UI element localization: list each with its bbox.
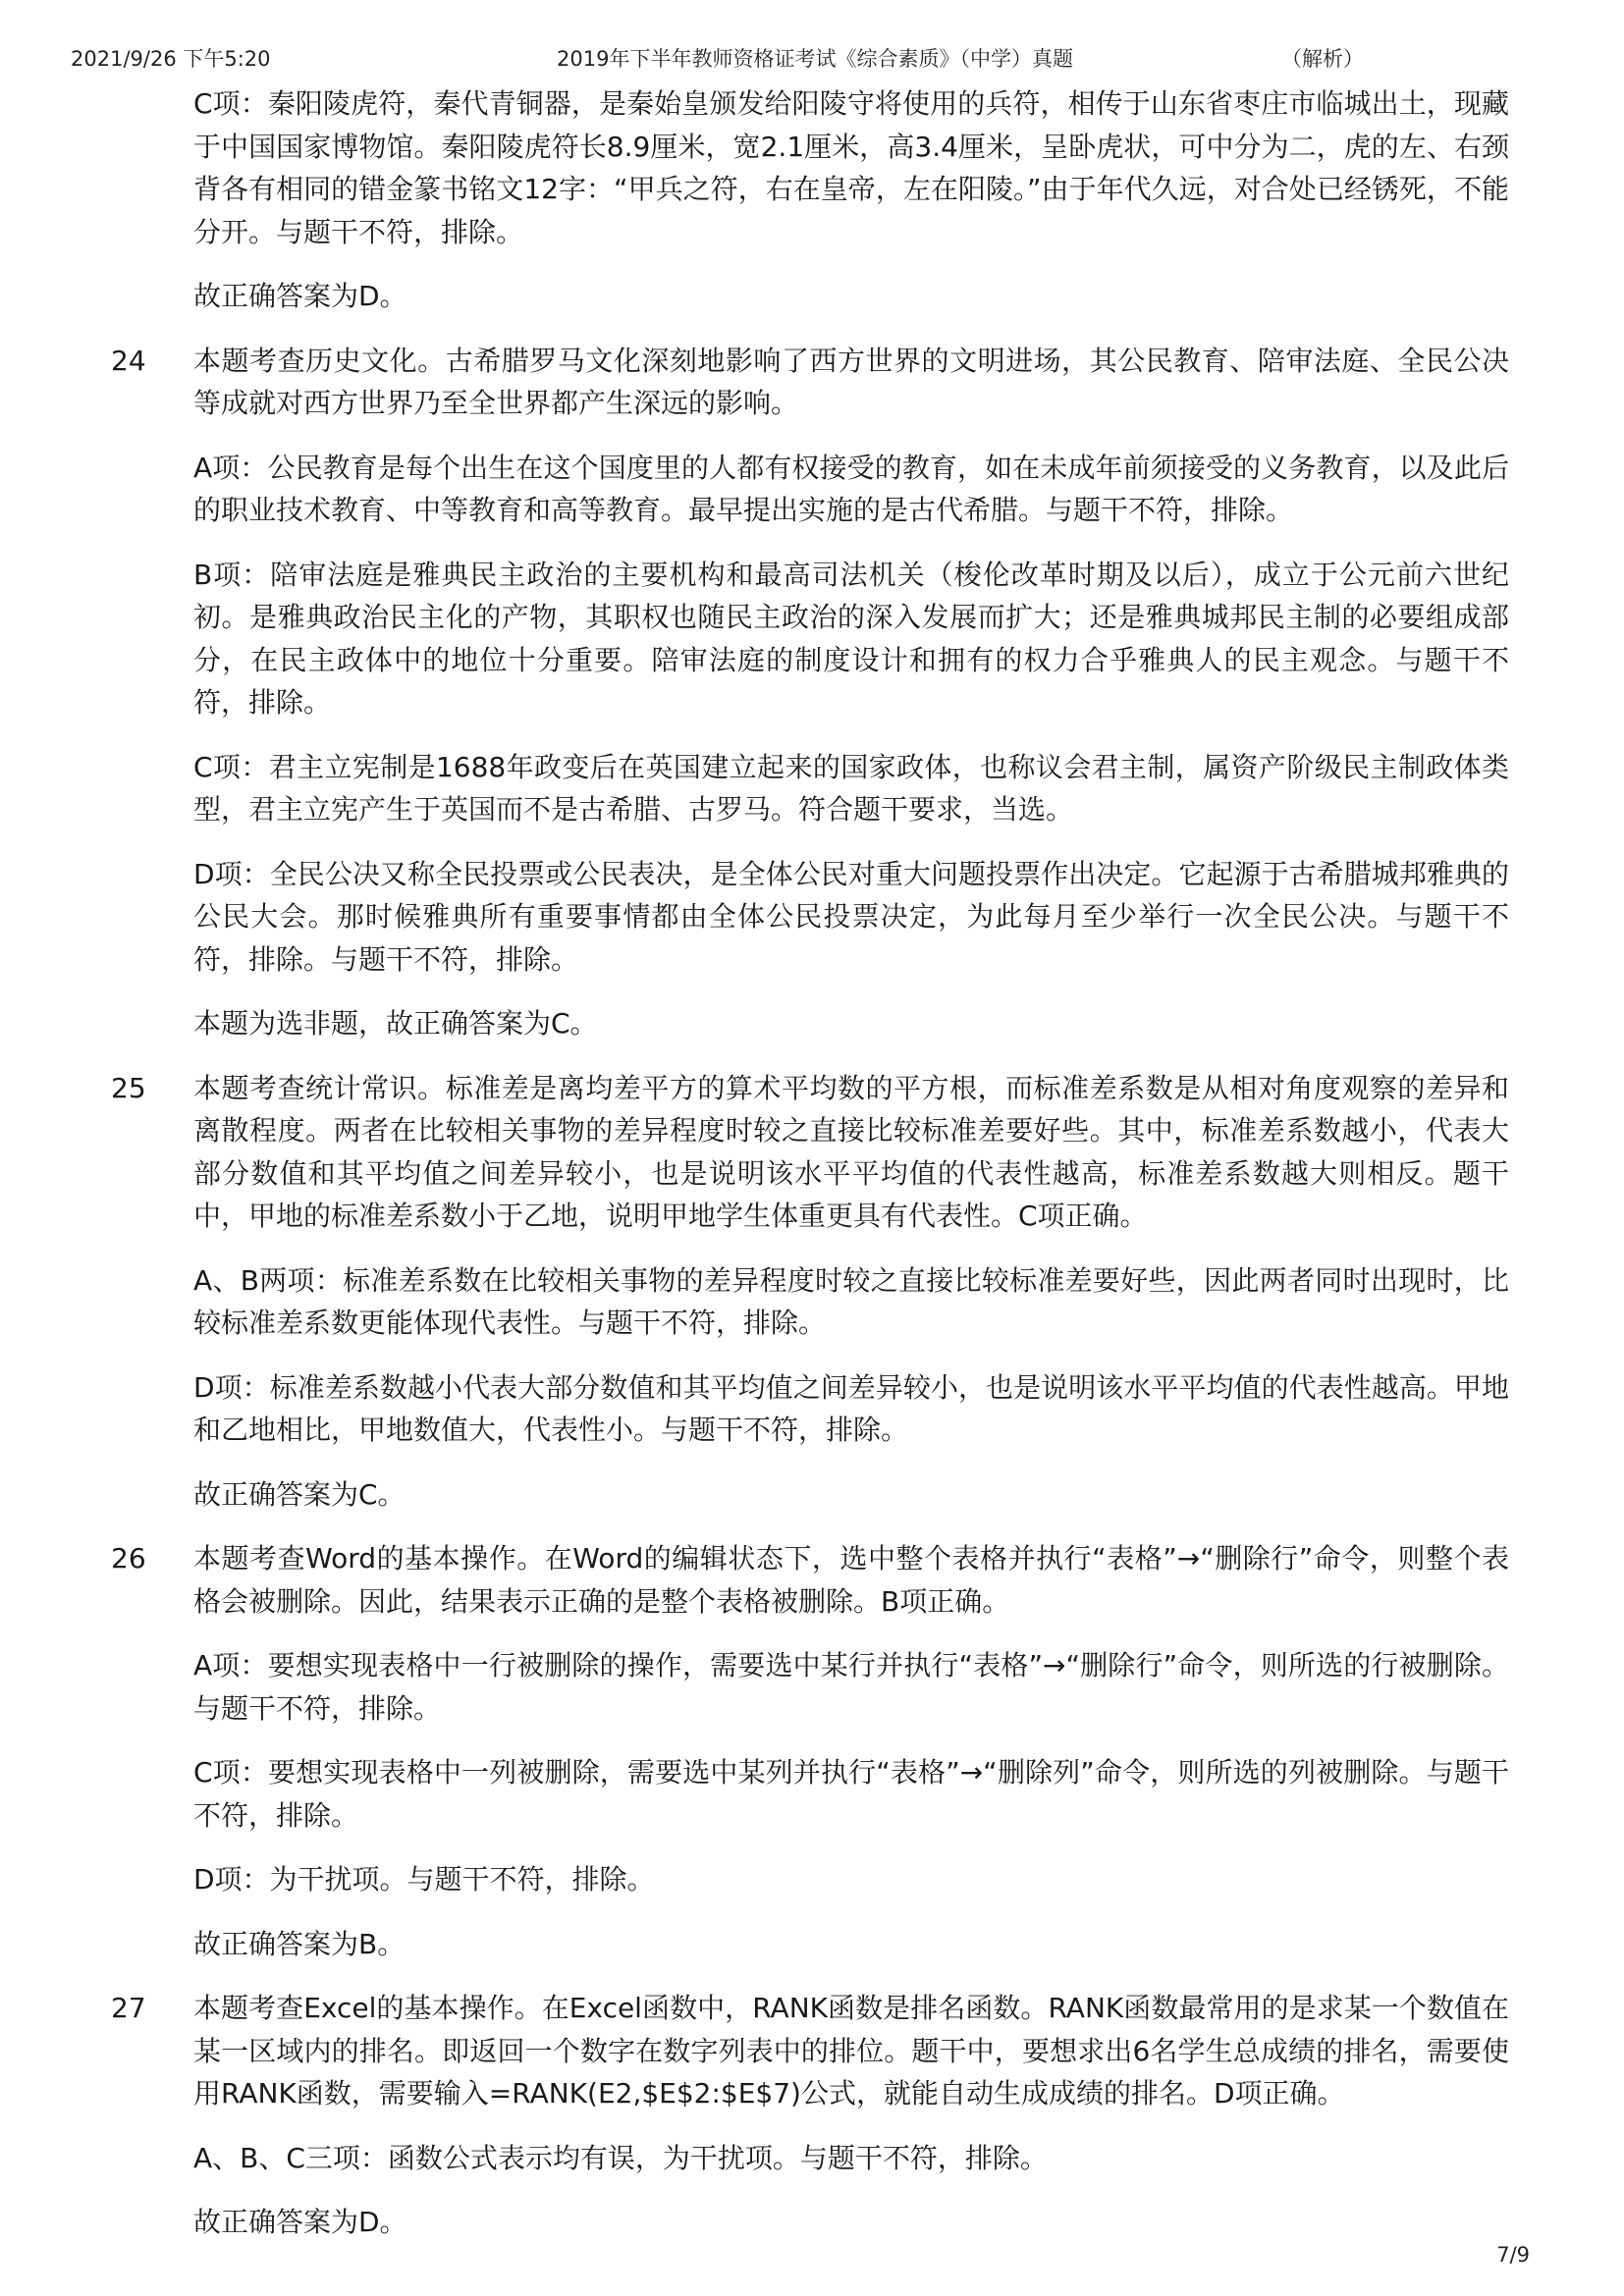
question-24: 24 本题考查历史文化。古希腊罗马文化深刻地影响了西方世界的文明进场，其公民教育、陪审法庭、全民公决等成就对西方世界乃至全世界都产生深远的影响。 [193, 340, 1509, 425]
paragraph: C项：秦阳陵虎符，秦代青铜器，是秦始皇颁发给阳陵守将使用的兵符，相传于山东省枣庄市临城出土，现藏于中国国家博物馆。秦阳陵虎符长8.9厘米，宽2.1厘米，高3.4厘米，呈卧虎状，可中分为二，虎的左、右颈背各有相同的错金篆书铭文12字：“甲兵之符，右在皇帝，左在阳陵。”由于年代久远，对合处已经锈死，不能分开。与题干不符，排除。 [193, 87, 1509, 248]
answer-line: 故正确答案为B。 [193, 1927, 406, 1960]
answer-line: 故正确答案为C。 [193, 1477, 406, 1511]
paragraph: A、B两项：标准差系数在比较相关事物的差异程度时较之直接比较标准差要好些，因此两者同时出现时，比较标准差系数更能体现代表性。与题干不符，排除。 [193, 1263, 1509, 1339]
answer-line: 本题为选非题，故正确答案为C。 [193, 1007, 598, 1040]
paragraph: A、B、C三项：函数公式表示均有误，为干扰项。与题干不符，排除。 [193, 2141, 1048, 2174]
question-25: 25 本题考查统计常识。标准差是离均差平方的算术平均数的平方根，而标准差系数是从相对角度观察的差异和离散程度。两者在比较相关事物的差异程度时较之直接比较标准差要好些。其中，标准差系数越小，代表大部分数值和其平均值之间差异较小，也是说明该水平平均值的代表性越高，标准差系数越大则相反。题干中，甲地的标准差系数小于乙地，说明甲地学生体重更具有代表性。C项正确。 [193, 1067, 1509, 1238]
answer-line: 故正确答案为D。 [193, 280, 407, 312]
paragraph: C项：要想实现表格中一列被删除，需要选中某列并执行“表格”→“删除列”命令，则所选的列被删除。与题干不符，排除。 [193, 1756, 1509, 1832]
answer-line: 故正确答案为D。 [193, 2206, 407, 2238]
paragraph: A项：公民教育是每个出生在这个国度里的人都有权接受的教育，如在未成年前须接受的义务教育，以及此后的职业技术教育、中等教育和高等教育。最早提出实施的是古代希腊。与题干不符，排除。 [193, 451, 1509, 526]
question-number: 24 [111, 344, 146, 377]
paragraph: D项：全民公决又称全民投票或公民表决，是全体公民对重大问题投票作出决定。它起源于古希腊城邦雅典的公民大会。那时候雅典所有重要事情都由全体公民投票决定，为此每月至少举行一次全民公决。与题干不符，排除。与题干不符，排除。 [193, 857, 1509, 976]
paragraph: D项：为干扰项。与题干不符，排除。 [193, 1863, 655, 1896]
paragraph: B项：陪审法庭是雅典民主政治的主要机构和最高司法机关（梭伦改革时期及以后），成立于公元前六世纪初。是雅典政治民主化的产物，其职权也随民主政治的深入发展而扩大；还是雅典城邦民主制的必要组成部分，在民主政体中的地位十分重要。陪审法庭的制度设计和拥有的权力合乎雅典人的民主观念。与题干不符，排除。 [193, 558, 1509, 719]
answer-explanations [0, 82, 1624, 2266]
question-26: 26 本题考查Word的基本操作。在Word的编辑状态下，选中整个表格并执行“表格”→“删除行”命令，则整个表格会被删除。因此，结果表示正确的是整个表格被删除。B项正确。 [193, 1537, 1509, 1623]
print-date: 2021/9/26 下午5:20 [71, 47, 271, 71]
page-number: 7/9 [1496, 2243, 1530, 2267]
document-title: 2019年下半年教师资格证考试《综合素质》（中学）真题 [557, 47, 1073, 71]
paragraph: A项：要想实现表格中一行被删除的操作，需要选中某行并执行“表格”→“删除行”命令，则所选的行被删除。与题干不符，排除。 [193, 1649, 1509, 1725]
question-number: 25 [111, 1071, 146, 1104]
paragraph: C项：君主立宪制是1688年政变后在英国建立起来的国家政体，也称议会君主制，属资产阶级民主制政体类型，君主立宪产生于英国而不是古希腊、古罗马。符合题干要求，当选。 [193, 750, 1509, 826]
document-tag: （解析） [1281, 47, 1364, 71]
paragraph: D项：标准差系数越小代表大部分数值和其平均值之间差异较小，也是说明该水平平均值的代表性越高。甲地和乙地相比，甲地数值大，代表性小。与题干不符，排除。 [193, 1370, 1509, 1446]
question-27: 27 本题考查Excel的基本操作。在Excel函数中，RANK函数是排名函数。RANK函数最常用的是求某一个数值在某一区域内的排名。即返回一个数字在数字列表中的排位。题干中，要想求出6名学生总成绩的排名，需要使用RANK函数，需要输入=RANK(E2,$E$2:$E$7)公式，就能自动生成成绩的排名。D项正确。 [193, 1987, 1509, 2115]
question-number: 27 [111, 1992, 146, 2024]
question-number: 26 [111, 1542, 146, 1575]
